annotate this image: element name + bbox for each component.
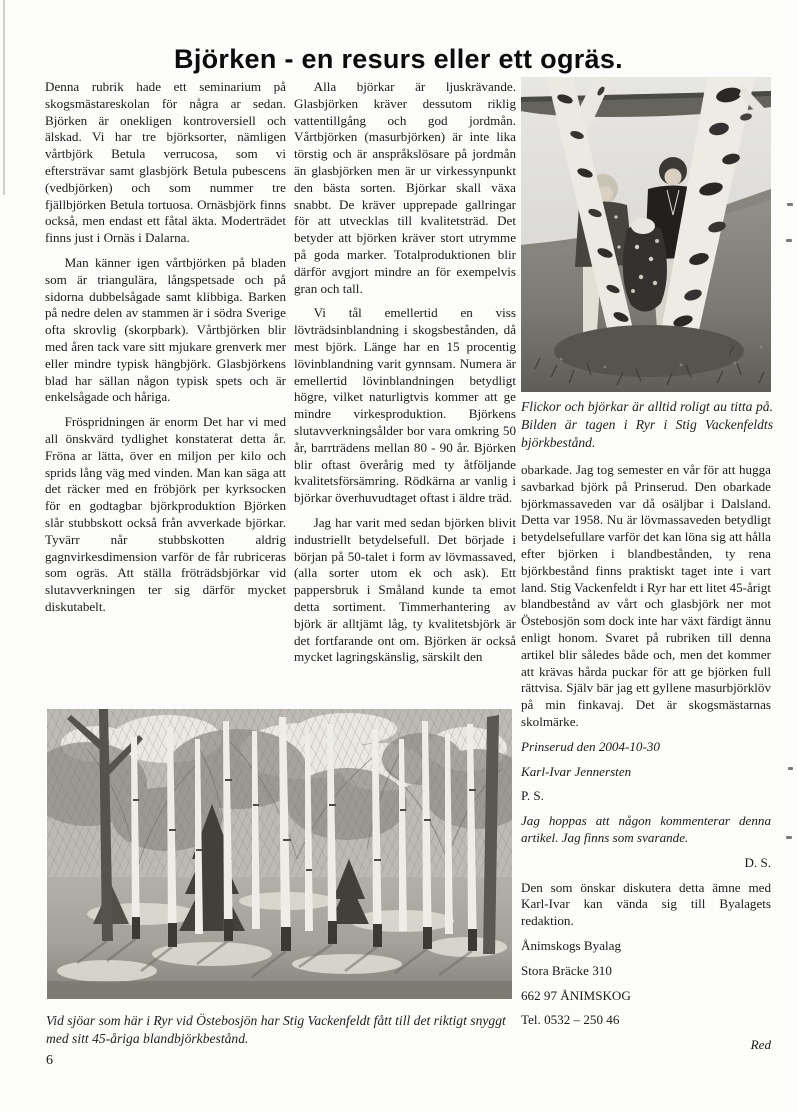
photo-caption-grove: Vid sjöar som här i Ryr vid Östebosjön har Stig Vackenfeldt fått till det riktigt snyggt med sitt 45-åriga blandbjörkbestånd. — [46, 1013, 506, 1046]
photo-birch-grove — [47, 709, 512, 999]
ps-label: P. S. — [521, 788, 544, 804]
photo-caption-women: Flickor och björkar är alltid roligt au titta på. Bilden är tagen i Ryr i Stig Vackenfeldts björkbestånd. — [521, 399, 773, 450]
red-label: Red — [750, 1037, 771, 1053]
ps-text: Jag hoppas att någon kommenterar denna artikel. Jag finns som svarande. — [521, 813, 771, 845]
text-column-1 — [45, 79, 286, 624]
text-column-3 — [521, 462, 771, 1062]
scan-artifact — [786, 836, 792, 839]
scan-artifact — [786, 239, 792, 242]
photo-women-and-birches — [521, 77, 771, 392]
paragraph: obarkade. Jag tog semester en vår för att hugga savbarkad björk på Prinserud. Den obarkade björkmassaveden var då osäljbar i Dalsland. Detta var 1958. Nu är lövmassaveden betydligt betydelsefullare varför det kan löna sig att hålla efter björken i blandbestånden, ty rena björkbestånd finns praktiskt taget inte i vart land. Stig Vackenfeldt i Ryr har ett litet 45-årigt blandbestånd av vårt och glasbjörk ner mot Östebosjön som dock inte har växt färdigt ännu enligt honom. Svaret på rubriken till denna artikel blir således både och, men det kommer att krävas hårda puckar för att ge björken full rättvisa. Själv bär jag ett gyllene masurbjörklöv på min finkavaj. Det är skogsmästarnas skolmärke. — [521, 462, 771, 729]
ds-label: D. S. — [744, 854, 771, 870]
scan-artifact — [787, 203, 793, 206]
article-title: Björken - en resurs eller ett ogräs. — [174, 44, 623, 75]
handbag — [623, 218, 667, 312]
paragraph: Vi tål emellertid en viss lövträdsinblandning i skogsbestånden, då mest björk. Länge har en 15 procentig lövinblandning varit gynnsam. Numera är emellertid lövinblandningen betydligt högre, vilket naturligtvis kommer att ge mindre virkesproduktion. Björkens slutavverkningsålder bor vara omkring 50 år, barrträdens mellan 80 - 90 år. Björken blir oftast överårig med ty åtföljande kvalitetsförsämring. Rödkärna ar vanlig i björkar överhuvudtaget oftast i äldre träd. — [294, 305, 516, 506]
contact-intro: Den som önskar diskutera detta ämne med Karl-Ivar kan vända sig till Byalagets redaktion. — [521, 879, 771, 929]
contact-phone: Tel. 0532 – 250 46 — [521, 1012, 620, 1028]
dateline: Prinserud den 2004-10-30 — [521, 738, 660, 754]
page-number: 6 — [46, 1053, 53, 1068]
scan-artifact — [788, 767, 793, 770]
paragraph: Alla björkar är ljuskrävande. Glasbjörken kräver dessutom riklig vattentillgång och god jordmån. Vårtbjörken (masurbjörken) är inte lika törstig och är anspråkslösare på jordmån än glasbjörken men är ur virkessynpunkt den bästa sorten. Björkar skall växa snabbt. De kräver upprepade gallringar för att utvecklas till kvalitetsträd. Det betyder att björken kräver stort utrymme på goda marker. Totalproduktionen blir därför avgjort mindre an för exempelvis gran och tall. — [294, 79, 516, 296]
paragraph: Denna rubrik hade ett seminarium på skogsmästareskolan för några ar sedan. Björken är onekligen kontroversiell och älskad. Vi har tre björksorter, nämligen vårtbjörk Betula verrucosa, som vi eftersträvar samt glasbjörk Betula pubescens (vedbjörken) och som nummer tre fjällbjörken Betula tortuosa. Ornäsbjörk finns också, men endast ett fåtal äkta. Moderträdet finns just i Ornäs i Dalarna. — [45, 79, 286, 246]
paragraph: Jag har varit med sedan björken blivit industriellt betydelsefull. Det började i början på 50-talet i form av lövmassaved, (alla sorter utom ek och ask). Ett pappersbruk i Småland kunde ta emot detta sortiment. Timmerhantering av björk är alltjämt låg, ty kvalitetsbjörk är det fortfarande ont om. Björken är också mycket lagringskänslig, särskilt den — [294, 514, 516, 665]
scan-edge-line — [3, 0, 5, 195]
paragraph: Fröspridningen är enorm Det har vi med all önskvärd tydlighet konstaterat detta år. Fröna ar lätta, över en miljon per kilo och sprids lång väg med vinden. Man kan säga att det räcker med en fröbjörk per kyrksocken för en godtagbar björkproduktion Björken slår stubbskott också från avverkade björkar. Tyvärr når stubbskotten aldrig gagnvirkesdimension varför de får rubriceras som ogräs. Att ställa fröträdsbjörkar vid slutavverkningen ter sig därför mycket diskutabelt. — [45, 414, 286, 614]
paragraph: Man känner igen vårtbjörken på bladen som är triangulära, långspetsade och på sidorna dubbelsågade samt klibbiga. Barken på nedre delen av stammen är i södra Sverige ofta skrovlig (skorpbark). Vårtbjörken blir med åren tack vare sitt mjukare grenverk mer eller mindre typisk hängbjörk. Glasbjörkens blad har sällan någon typisk spets och är enkelsågade och håriga. — [45, 254, 286, 405]
text-column-2 — [294, 79, 516, 674]
contact-street: Stora Bräcke 310 — [521, 962, 612, 978]
contact-org: Ånimskogs Byalag — [521, 937, 622, 953]
contact-postal: 662 97 ÅNIMSKOG — [521, 987, 631, 1003]
author-signature: Karl-Ivar Jennersten — [521, 763, 632, 779]
